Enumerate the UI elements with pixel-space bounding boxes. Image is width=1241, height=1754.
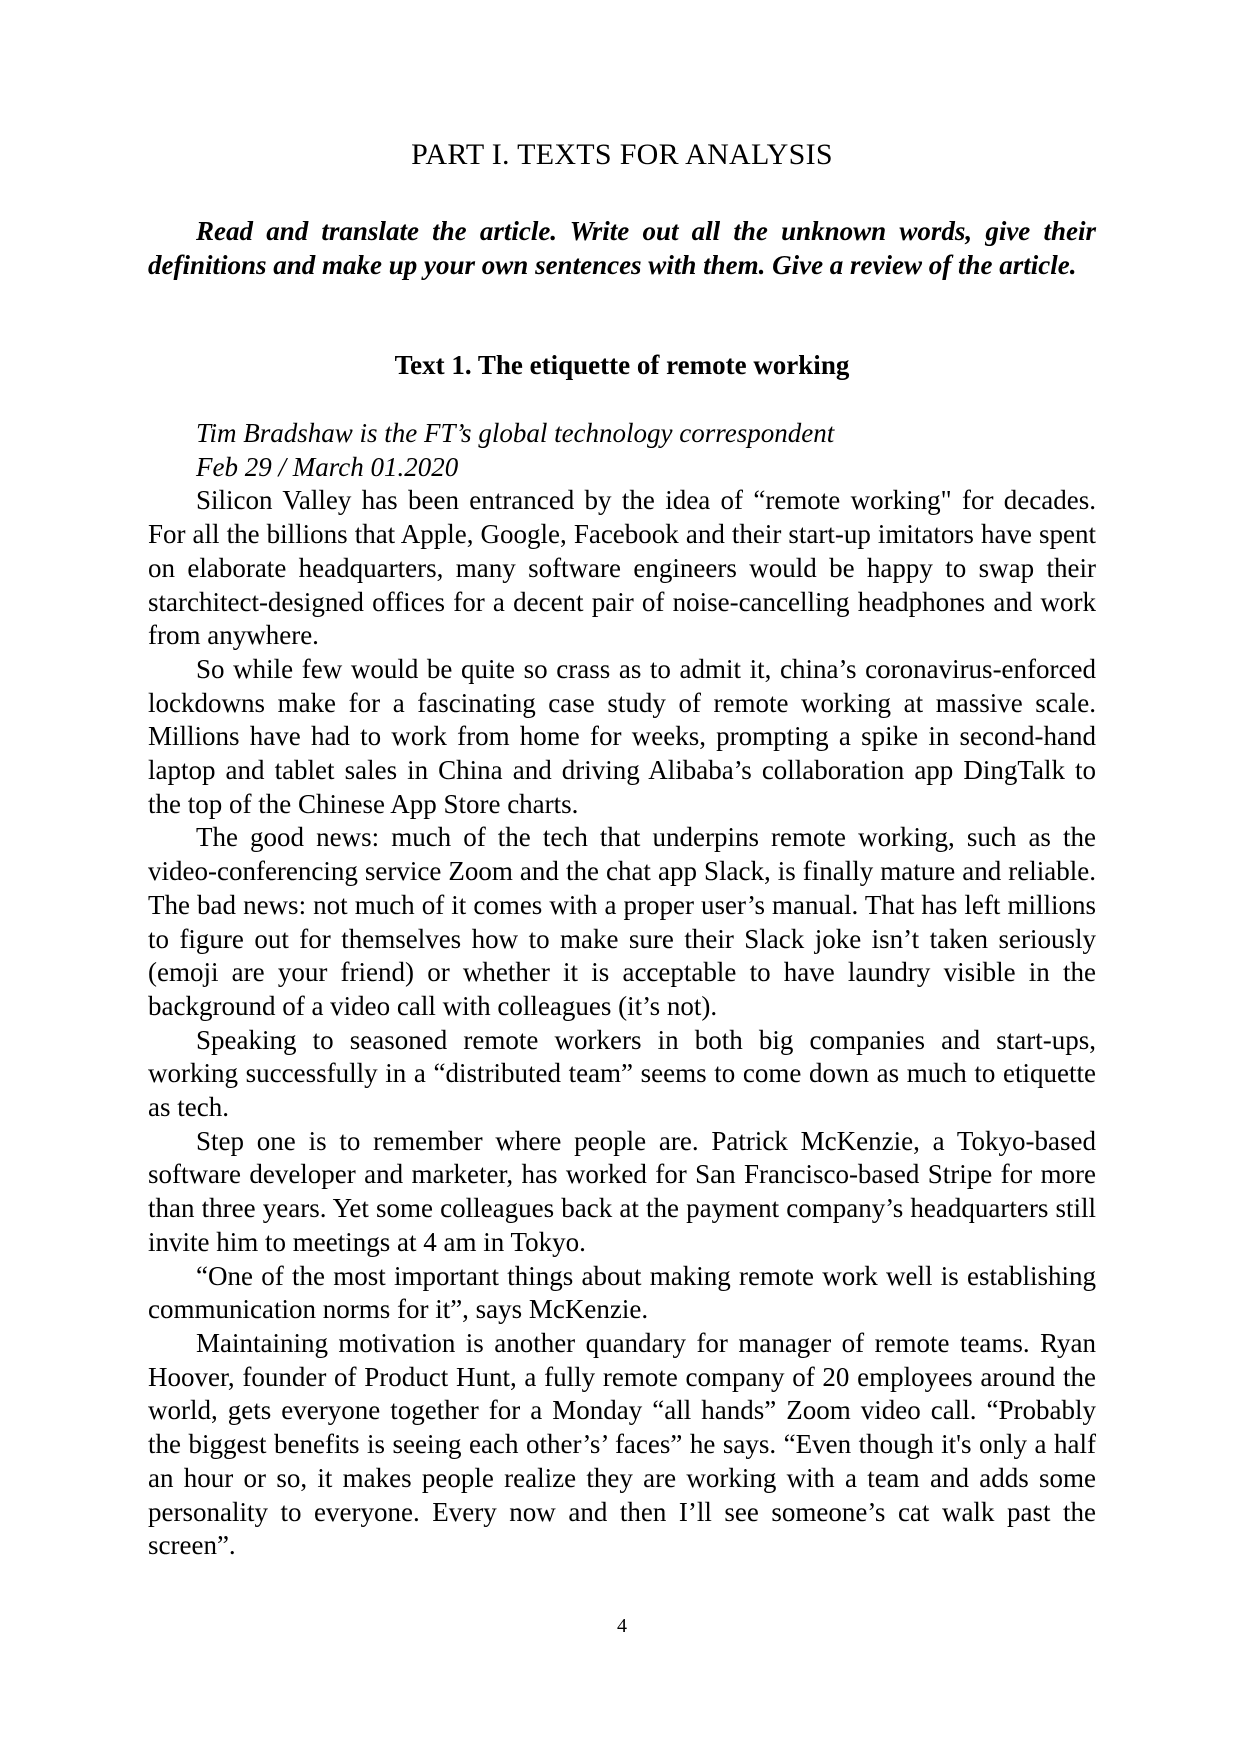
article-paragraph: Speaking to seasoned remote workers in both big companies and start-ups, working successfully in a “distributed team” seems to come down as much to etiquette as tech. <box>148 1024 1096 1123</box>
assignment-instructions: Read and translate the article. Write out all the unknown words, give their definitions and make up your own sentences with them. Give a review of the article. <box>148 216 1096 280</box>
article-paragraph: Silicon Valley has been entranced by the idea of “remote working" for decades. For all the billions that Apple, Google, Facebook and their start-up imitators have spent on elaborate headquarters, many software engineers would be happy to swap their starchitect-designed offices for a decent pair of noise-cancelling headphones and work from anywhere. <box>148 485 1096 651</box>
page-number: 4 <box>617 1615 627 1637</box>
byline-date: Feb 29 / March 01.2020 <box>196 451 459 482</box>
article-paragraph: So while few would be quite so crass as to admit it, china’s coronavirus-enforced lockdowns make for a fascinating case study of remote working at massive scale. Millions have had to work from home for weeks, prompting a spike in second-hand laptop and tablet sales in China and driving Alibaba’s collaboration app DingTalk to the top of the Chinese App Store charts. <box>148 653 1096 819</box>
article-paragraph: The good news: much of the tech that underpins remote working, such as the video-conferencing service Zoom and the chat app Slack, is finally mature and reliable. The bad news: not much of it comes with a proper user’s manual. That has left millions to figure out for themselves how to make sure their Slack joke isn’t taken seriously (emoji are your friend) or whether it is acceptable to have laundry visible in the background of a video call with colleagues (it’s not). <box>148 822 1096 1021</box>
document-page <box>148 0 1096 1754</box>
part-title: PART I. TEXTS FOR ANALYSIS <box>411 138 833 171</box>
article-body <box>148 417 1096 1563</box>
article-paragraph: “One of the most important things about making remote work well is establishing communication norms for it”, says McKenzie. <box>148 1260 1096 1325</box>
article-paragraph: Maintaining motivation is another quandary for manager of remote teams. Ryan Hoover, founder of Product Hunt, a fully remote company of 20 employees around the world, gets everyone together for a Monday “all hands” Zoom video call. “Probably the biggest benefits is seeing each other’s’ faces” he says. “Even though it's only a half an hour or so, it makes people realize they are working with a team and adds some personality to everyone. Every now and then I’ll see someone’s cat walk past the screen”. <box>148 1327 1096 1561</box>
byline-author: Tim Bradshaw is the FT’s global technology correspondent <box>196 418 835 448</box>
article-paragraph: Step one is to remember where people are. Patrick McKenzie, a Tokyo-based software developer and marketer, has worked for San Francisco-based Stripe for more than three years. Yet some colleagues back at the payment company’s headquarters still invite him to meetings at 4 am in Tokyo. <box>148 1125 1096 1257</box>
article-title: Text 1. The etiquette of remote working <box>394 350 850 380</box>
